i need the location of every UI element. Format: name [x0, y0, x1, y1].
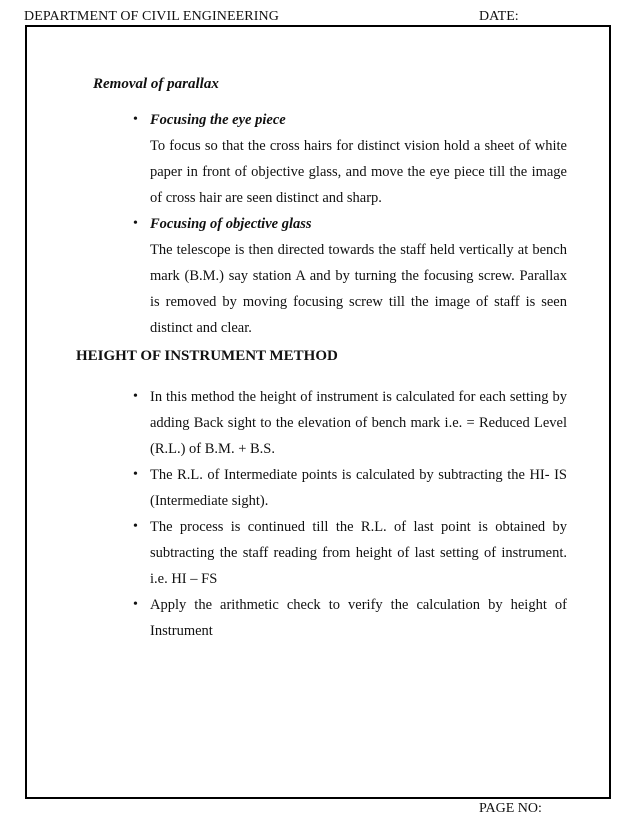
list-item	[133, 592, 567, 644]
item-text: The telescope is then directed towards the staff held vertically at bench mark (B.M.) say station A and by turning the focusing screw. Parallax is removed by moving focusing screw till the image of staff is seen distinct and clear.	[150, 242, 567, 336]
list-item	[133, 107, 567, 211]
bullet-icon: •	[133, 216, 138, 231]
item-title: Focusing the eye piece	[150, 112, 286, 128]
bullet-icon: •	[133, 389, 138, 404]
department-header: DEPARTMENT OF CIVIL ENGINEERING	[24, 9, 279, 24]
item-title: Focusing of objective glass	[150, 216, 312, 232]
bullet-icon: •	[133, 112, 138, 127]
list-item	[133, 514, 567, 592]
hi-method-heading: HEIGHT OF INSTRUMENT METHOD	[76, 348, 338, 364]
parallax-section-title: Removal of parallax	[93, 76, 219, 92]
item-text: Apply the arithmetic check to verify the calculation by height of Instrument	[150, 597, 567, 639]
item-text: To focus so that the cross hairs for distinct vision hold a sheet of white paper in front of objective glass, and move the eye piece till the image of cross hair are seen distinct and sharp.	[150, 138, 567, 206]
list-item	[133, 211, 567, 341]
item-text: The R.L. of Intermediate points is calculated by subtracting the HI- IS (Intermediate sight).	[150, 467, 567, 509]
list-item	[133, 462, 567, 514]
hi-method-list	[133, 384, 567, 644]
item-text: The process is continued till the R.L. of last point is obtained by subtracting the staff reading from height of last setting of instrument. i.e. HI – FS	[150, 519, 567, 587]
parallax-list	[133, 107, 567, 341]
bullet-icon: •	[133, 519, 138, 534]
item-text: In this method the height of instrument is calculated for each setting by adding Back sight to the elevation of bench mark i.e. = Reduced Level (R.L.) of B.M. + B.S.	[150, 389, 567, 457]
date-label: DATE:	[479, 9, 519, 24]
list-item	[133, 384, 567, 462]
bullet-icon: •	[133, 597, 138, 612]
bullet-icon: •	[133, 467, 138, 482]
page-number-label: PAGE NO:	[479, 801, 542, 816]
